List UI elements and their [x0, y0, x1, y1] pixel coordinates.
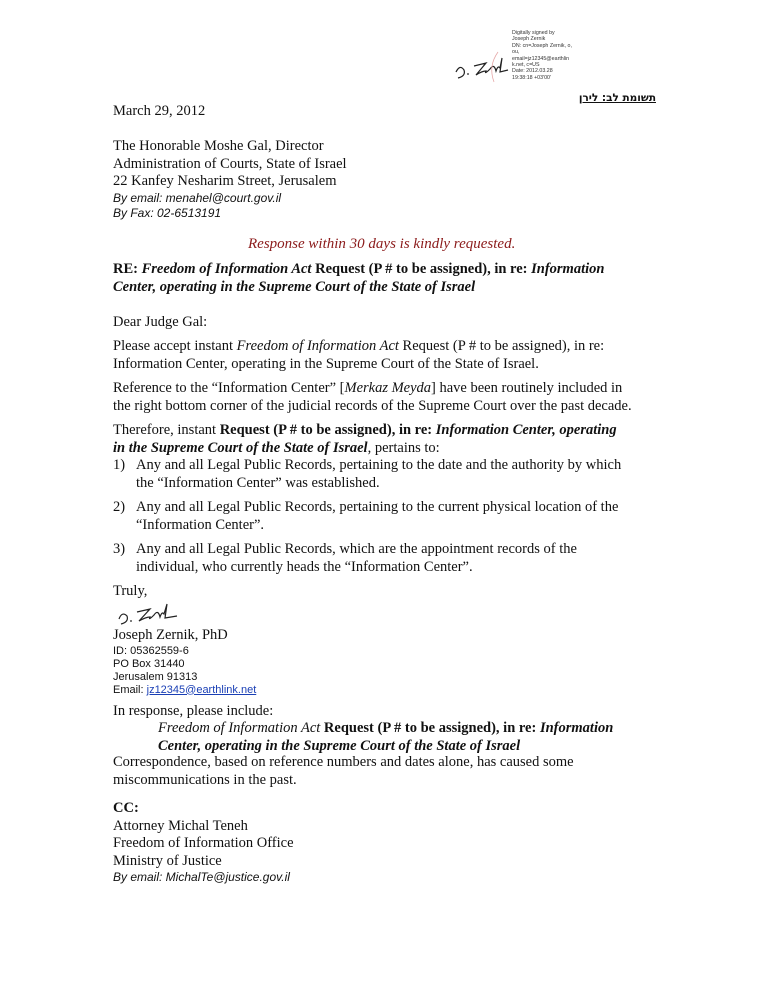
cc-name: Attorney Michal Teneh: [113, 817, 248, 834]
cc-block: [113, 800, 294, 885]
text: Please accept instant: [113, 338, 237, 354]
text: Reference to the “Information Center” [: [113, 380, 345, 396]
re-prefix: RE:: [113, 261, 142, 277]
subject-text: Information Center, operating: [435, 422, 617, 438]
stamp-line: DN: cn=Joseph Zernik, o,: [512, 42, 572, 49]
list-text: individual, who currently heads the “Information Center”.: [136, 558, 473, 575]
text: , pertains to:: [367, 439, 440, 456]
re-request: Request (P # to be assigned), in re:: [311, 261, 532, 277]
list-item: [113, 541, 673, 577]
subject-text: Information: [539, 720, 614, 736]
text: Correspondence, based on reference numbers and dates alone, has caused some: [113, 754, 574, 770]
text: Request (P # to be assigned), in re:: [398, 338, 605, 354]
text: ] have been routinely included in: [431, 380, 623, 396]
letter-date: March 29, 2012: [113, 103, 206, 119]
list-item: [113, 499, 673, 535]
list-text: Any and all Legal Public Records, pertaining to the current physical location of the: [136, 499, 619, 515]
stamp-line: Joseph Zernik: [512, 36, 546, 43]
subject-text: Center, operating in the Supreme Court of the State of Israel: [158, 737, 521, 754]
list-text: Any and all Legal Public Records, pertaining to the date and the authority by which: [136, 457, 622, 473]
list-number: 2): [113, 499, 126, 515]
stamp-line: ou,: [512, 49, 520, 56]
sender-name: Joseph Zernik, PhD: [113, 627, 228, 643]
cc-email: By email: MichalTe@justice.gov.il: [113, 870, 290, 884]
response-request-note: Response within 30 days is kindly requested.: [248, 236, 516, 252]
re-act: Freedom of Information Act: [141, 261, 312, 277]
stamp-line: 19:38:18 +03'00': [512, 74, 551, 81]
response-include-subject: [158, 720, 678, 755]
text: miscommunications in the past.: [113, 771, 297, 788]
text: Therefore, instant: [113, 422, 220, 438]
text: the right bottom corner of the judicial records of the Supreme Court over the past decade.: [113, 397, 632, 414]
paragraph-2: [113, 380, 673, 415]
response-include-intro: In response, please include:: [113, 703, 274, 719]
paragraph-1: [113, 338, 673, 373]
salutation: Dear Judge Gal:: [113, 314, 208, 330]
cc-ministry: Ministry of Justice: [113, 852, 222, 869]
re-subject: Information: [531, 261, 605, 277]
stamp-line: Date: 2012.03.28: [512, 68, 553, 75]
re-subject-cont: Center, operating in the Supreme Court of the State of Israel: [113, 278, 476, 295]
sender-id: ID: 05362559-6: [113, 644, 189, 657]
text: Information Center, operating in the Supreme Court of the State of Israel.: [113, 355, 539, 372]
cc-label: CC:: [113, 800, 139, 816]
act-name: Freedom of Information Act: [158, 720, 321, 736]
list-text: Any and all Legal Public Records, which are the appointment records of the: [136, 541, 577, 557]
cc-office: Freedom of Information Office: [113, 835, 294, 851]
sender-city: Jerusalem 91313: [113, 670, 198, 683]
sender-email-link[interactable]: jz12345@earthlink.net: [146, 683, 257, 696]
subject-text: in the Supreme Court of the State of Israel: [113, 439, 368, 456]
stamp-line: email=jz12345@earthlin: [512, 55, 570, 62]
stamp-line: Digitally signed by: [512, 30, 555, 36]
list-text: the “Information Center” was established.: [136, 474, 380, 491]
digital-signature-block: [440, 28, 600, 90]
term: Merkaz Meyda: [344, 380, 432, 396]
request-text: Request (P # to be assigned), in re:: [320, 720, 540, 736]
addressee-line: The Honorable Moshe Gal, Director: [113, 138, 324, 154]
hebrew-attention-note: תשומת לב: לירן: [578, 92, 656, 104]
act-name: Freedom of Information Act: [236, 338, 399, 354]
sender-block: [113, 627, 256, 697]
addressee-fax: By Fax: 02-6513191: [113, 205, 222, 220]
paragraph-3: [113, 422, 673, 457]
addressee-line: 22 Kanfey Nesharim Street, Jerusalem: [113, 173, 337, 189]
addressee-line: Administration of Courts, State of Israel: [113, 155, 347, 172]
re-line: [113, 261, 673, 296]
sender-pobox: PO Box 31440: [113, 657, 185, 670]
closing: Truly,: [113, 583, 148, 599]
list-number: 1): [113, 457, 126, 473]
email-label: Email:: [113, 683, 147, 696]
stamp-line: k.net, c=US: [512, 62, 540, 69]
list-number: 3): [113, 541, 126, 557]
list-text: “Information Center”.: [136, 516, 265, 533]
signature-image: [115, 601, 197, 627]
addressee-email: By email: menahel@court.gov.il: [113, 190, 282, 205]
addressee-block: [113, 138, 347, 221]
list-item: [113, 457, 673, 493]
signature-stamp-text: [512, 30, 592, 81]
request-text: Request (P # to be assigned), in re:: [219, 422, 436, 438]
correspondence-paragraph: [113, 754, 673, 789]
